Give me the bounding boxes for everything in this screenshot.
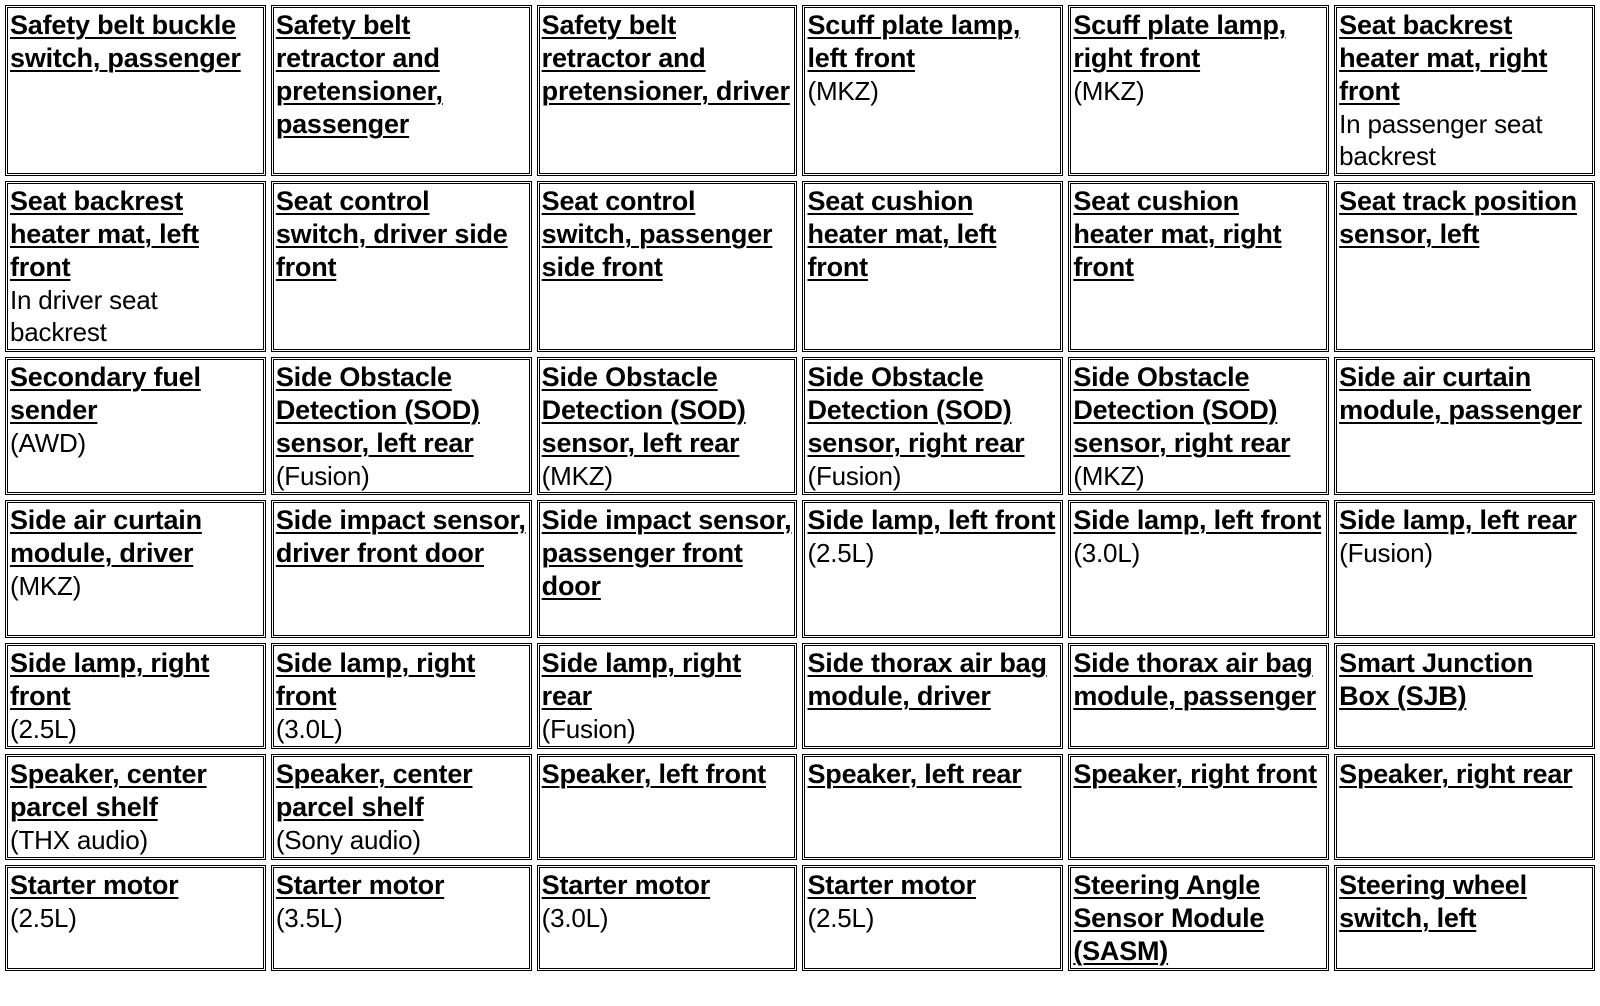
table-cell xyxy=(802,500,1063,638)
component-link[interactable]: Steering wheel switch, left xyxy=(1339,870,1527,933)
component-link[interactable]: Starter motor xyxy=(541,870,711,900)
component-link[interactable]: Safety belt retractor and pretensioner, driver xyxy=(541,10,790,106)
component-note: (3.0L) xyxy=(541,903,609,933)
component-link[interactable]: Seat control switch, passenger side front xyxy=(541,186,773,282)
table-cell xyxy=(271,865,532,971)
component-link[interactable]: Side air curtain module, passenger xyxy=(1339,362,1582,425)
table-cell xyxy=(802,754,1063,860)
component-link[interactable]: Steering Angle Sensor Module (SASM) xyxy=(1073,870,1265,966)
component-link[interactable]: Side impact sensor, passenger front door xyxy=(541,505,792,601)
component-link[interactable]: Side air curtain module, driver xyxy=(10,505,202,568)
component-note: (MKZ) xyxy=(10,571,82,601)
component-note: (Sony audio) xyxy=(275,825,421,855)
table-row xyxy=(5,754,1595,860)
component-link[interactable]: Scuff plate lamp, right front xyxy=(1073,10,1286,73)
component-link[interactable]: Side thorax air bag module, passenger xyxy=(1073,648,1316,711)
component-link[interactable]: Side lamp, right front xyxy=(10,648,210,711)
table-cell xyxy=(1334,754,1595,860)
table-cell xyxy=(5,865,266,971)
component-link[interactable]: Side Obstacle Detection (SOD) sensor, right rear xyxy=(1073,362,1291,458)
component-link[interactable]: Side lamp, left rear xyxy=(1339,505,1577,535)
table-row xyxy=(5,500,1595,638)
component-link[interactable]: Seat cushion heater mat, right front xyxy=(1073,186,1282,282)
table-cell xyxy=(5,181,266,352)
table-cell xyxy=(537,181,798,352)
table-cell xyxy=(271,754,532,860)
component-note: (MKZ) xyxy=(1073,76,1145,106)
table-cell xyxy=(1334,357,1595,495)
component-link[interactable]: Side thorax air bag module, driver xyxy=(807,648,1047,711)
component-note: In passenger seat backrest xyxy=(1339,109,1543,171)
component-link[interactable]: Seat backrest heater mat, left front xyxy=(10,186,199,282)
table-cell xyxy=(1068,643,1329,749)
component-link[interactable]: Safety belt retractor and pretensioner, passenger xyxy=(275,10,443,139)
table-row xyxy=(5,643,1595,749)
component-note: (AWD) xyxy=(10,428,87,458)
component-note: In driver seat backrest xyxy=(10,285,158,347)
table-cell xyxy=(5,5,266,176)
component-link[interactable]: Side impact sensor, driver front door xyxy=(275,505,526,568)
table-cell xyxy=(271,181,532,352)
component-link[interactable]: Speaker, right rear xyxy=(1339,759,1573,789)
table-cell xyxy=(1068,357,1329,495)
table-cell xyxy=(1068,5,1329,176)
component-link[interactable]: Side Obstacle Detection (SOD) sensor, right rear xyxy=(807,362,1025,458)
table-row xyxy=(5,181,1595,352)
component-link[interactable]: Seat backrest heater mat, right front xyxy=(1339,10,1548,106)
component-note: (Fusion) xyxy=(275,461,370,491)
table-row xyxy=(5,357,1595,495)
component-note: (MKZ) xyxy=(541,461,613,491)
component-link[interactable]: Side lamp, right front xyxy=(275,648,476,711)
component-note: (Fusion) xyxy=(1339,538,1433,568)
table-cell xyxy=(271,357,532,495)
component-note: (THX audio) xyxy=(10,825,148,855)
table-cell xyxy=(537,754,798,860)
component-link[interactable]: Starter motor xyxy=(275,870,445,900)
component-link[interactable]: Seat track position sensor, left xyxy=(1339,186,1577,249)
table-cell xyxy=(802,643,1063,749)
table-cell xyxy=(1334,500,1595,638)
component-note: (MKZ) xyxy=(1073,461,1145,491)
table-cell xyxy=(1068,865,1329,971)
table-cell xyxy=(537,357,798,495)
component-link[interactable]: Starter motor xyxy=(807,870,976,900)
component-note: (MKZ) xyxy=(807,76,879,106)
table-cell xyxy=(1334,181,1595,352)
component-note: (2.5L) xyxy=(807,903,875,933)
table-cell xyxy=(5,500,266,638)
table-cell xyxy=(271,5,532,176)
component-link[interactable]: Speaker, center parcel shelf xyxy=(10,759,207,822)
component-note: (Fusion) xyxy=(807,461,902,491)
component-link[interactable]: Side lamp, left front xyxy=(807,505,1056,535)
table-cell xyxy=(802,357,1063,495)
table-cell xyxy=(1334,643,1595,749)
table-cell xyxy=(1068,754,1329,860)
table-row xyxy=(5,5,1595,176)
table-cell xyxy=(537,5,798,176)
table-cell xyxy=(802,865,1063,971)
table-cell xyxy=(1334,5,1595,176)
table-cell xyxy=(1068,500,1329,638)
component-link[interactable]: Speaker, center parcel shelf xyxy=(275,759,473,822)
component-link[interactable]: Seat cushion heater mat, left front xyxy=(807,186,997,282)
component-note: (2.5L) xyxy=(807,538,875,568)
table-body xyxy=(5,5,1595,971)
table-cell xyxy=(5,357,266,495)
component-link[interactable]: Side Obstacle Detection (SOD) sensor, left rear xyxy=(275,362,480,458)
table-cell xyxy=(271,500,532,638)
table-cell xyxy=(5,643,266,749)
component-note: (Fusion) xyxy=(541,714,636,744)
component-link[interactable]: Speaker, left front xyxy=(541,759,766,789)
component-link[interactable]: Speaker, left rear xyxy=(807,759,1022,789)
table-cell xyxy=(271,643,532,749)
table-cell xyxy=(537,865,798,971)
component-link[interactable]: Side Obstacle Detection (SOD) sensor, left rear xyxy=(541,362,746,458)
component-link[interactable]: Safety belt buckle switch, passenger xyxy=(10,10,241,73)
table-cell xyxy=(5,754,266,860)
component-link[interactable]: Side lamp, left front xyxy=(1073,505,1322,535)
component-link[interactable]: Smart Junction Box (SJB) xyxy=(1339,648,1533,711)
component-note: (2.5L) xyxy=(10,714,77,744)
table-cell xyxy=(537,643,798,749)
table-cell xyxy=(1068,181,1329,352)
component-link[interactable]: Side lamp, right rear xyxy=(541,648,741,711)
component-note: (3.0L) xyxy=(275,714,343,744)
table-cell xyxy=(802,5,1063,176)
table-cell xyxy=(537,500,798,638)
component-note: (3.5L) xyxy=(275,903,343,933)
component-link[interactable]: Scuff plate lamp, left front xyxy=(807,10,1021,73)
component-link[interactable]: Starter motor xyxy=(10,870,179,900)
table-row xyxy=(5,865,1595,971)
component-link[interactable]: Secondary fuel sender xyxy=(10,362,201,425)
component-note: (3.0L) xyxy=(1073,538,1141,568)
table-cell xyxy=(1334,865,1595,971)
table-cell xyxy=(802,181,1063,352)
component-link[interactable]: Seat control switch, driver side front xyxy=(275,186,508,282)
component-link[interactable]: Speaker, right front xyxy=(1073,759,1317,789)
component-note: (2.5L) xyxy=(10,903,77,933)
